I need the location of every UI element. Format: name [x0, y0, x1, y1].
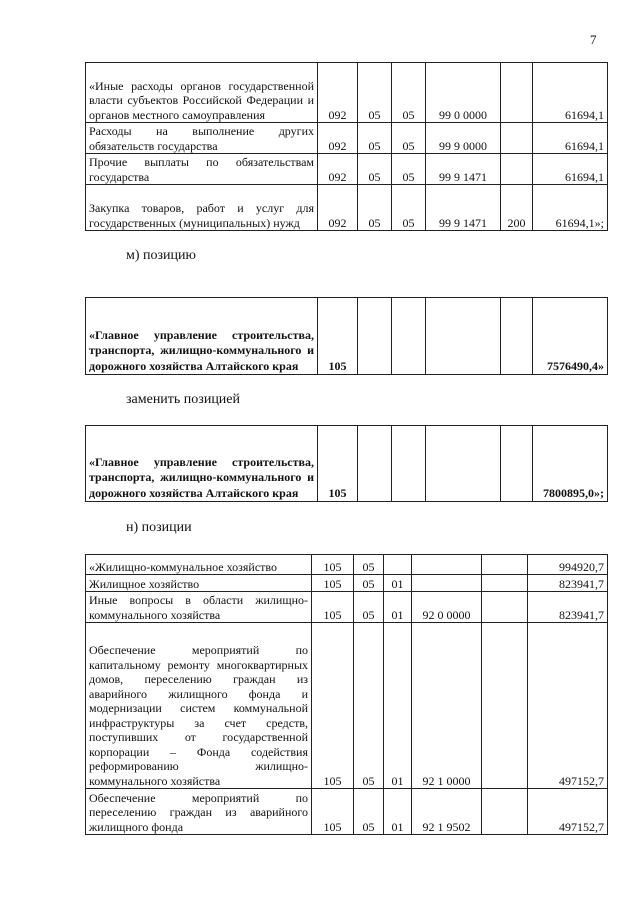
amount: 497152,7 — [528, 623, 608, 789]
row-name: Закупка товаров, работ и услуг для государственных (муниципальных) нужд — [86, 185, 318, 231]
amount: 61694,1 — [533, 123, 608, 154]
table-row — [86, 123, 608, 154]
section-code: 05 — [354, 555, 384, 575]
section-code: 05 — [358, 185, 392, 231]
amount: 823941,7 — [528, 592, 608, 623]
subsection-code — [384, 555, 412, 575]
ministry-code: 105 — [318, 426, 358, 502]
expense-type-code — [501, 154, 533, 185]
article-code — [412, 575, 482, 592]
amount: 61694,1 — [533, 154, 608, 185]
section-code: 05 — [354, 592, 384, 623]
article-code: 99 0 0000 — [426, 63, 501, 123]
amount: 994920,7 — [528, 555, 608, 575]
section-code: 05 — [354, 789, 384, 835]
caption-replace: заменить позицией — [126, 392, 241, 407]
subsection-code: 01 — [384, 592, 412, 623]
section-code: 05 — [354, 575, 384, 592]
expense-type-code — [482, 592, 528, 623]
section-code: 05 — [358, 123, 392, 154]
table-row — [86, 592, 608, 623]
subsection-code: 01 — [384, 623, 412, 789]
budget-table-3 — [85, 425, 608, 502]
ministry-code: 092 — [318, 185, 358, 231]
row-name: Жилищное хозяйство — [86, 575, 312, 592]
article-code: 99 9 0000 — [426, 123, 501, 154]
subsection-code: 05 — [392, 154, 426, 185]
row-name: Расходы на выполнение других обязательств государства — [86, 123, 318, 154]
article-code — [412, 555, 482, 575]
subsection-code: 05 — [392, 185, 426, 231]
article-code: 92 0 0000 — [412, 592, 482, 623]
section-code: 05 — [354, 623, 384, 789]
subsection-code — [392, 298, 426, 375]
row-name: Иные вопросы в области жилищно-коммунального хозяйства — [86, 592, 312, 623]
table-row — [86, 623, 608, 789]
section-code — [358, 298, 392, 375]
ministry-code: 105 — [318, 298, 358, 375]
amount: 7576490,4» — [533, 298, 608, 375]
row-name: «Главное управление строительства, транспорта, жилищно-коммунального и дорожного хозяйства Алтайского края — [86, 426, 318, 502]
ministry-code: 105 — [312, 555, 354, 575]
article-code: 92 1 0000 — [412, 623, 482, 789]
amount: 823941,7 — [528, 575, 608, 592]
ministry-code: 105 — [312, 575, 354, 592]
row-name: «Иные расходы органов государственной власти субъектов Российской Федерации и органов местного самоуправления — [86, 63, 318, 123]
ministry-code: 105 — [312, 789, 354, 835]
table-row — [86, 185, 608, 231]
row-name: Прочие выплаты по обязательствам государства — [86, 154, 318, 185]
subsection-code: 01 — [384, 575, 412, 592]
amount: 7800895,0»; — [533, 426, 608, 502]
subsection-code — [392, 426, 426, 502]
page-number: 7 — [590, 32, 597, 47]
article-code: 99 9 1471 — [426, 185, 501, 231]
caption-m: м) позицию — [126, 248, 196, 263]
ministry-code: 092 — [318, 154, 358, 185]
section-code: 05 — [358, 63, 392, 123]
expense-type-code: 200 — [501, 185, 533, 231]
budget-table-4 — [85, 554, 608, 835]
row-name: Обеспечение мероприятий по переселению граждан из аварийного жилищного фонда — [86, 789, 312, 835]
budget-table-2 — [85, 297, 608, 375]
amount: 61694,1 — [533, 63, 608, 123]
table-row — [86, 555, 608, 575]
table-row — [86, 298, 608, 375]
expense-type-code — [482, 555, 528, 575]
article-code: 92 1 9502 — [412, 789, 482, 835]
expense-type-code — [501, 426, 533, 502]
subsection-code: 05 — [392, 123, 426, 154]
article-code — [426, 426, 501, 502]
table-row — [86, 154, 608, 185]
ministry-code: 105 — [312, 592, 354, 623]
table-row — [86, 426, 608, 502]
expense-type-code — [482, 623, 528, 789]
amount: 497152,7 — [528, 789, 608, 835]
subsection-code: 05 — [392, 63, 426, 123]
ministry-code: 092 — [318, 123, 358, 154]
section-code — [358, 426, 392, 502]
article-code: 99 9 1471 — [426, 154, 501, 185]
expense-type-code — [482, 575, 528, 592]
article-code — [426, 298, 501, 375]
budget-table-1 — [85, 62, 608, 231]
section-code: 05 — [358, 154, 392, 185]
expense-type-code — [501, 123, 533, 154]
expense-type-code — [501, 298, 533, 375]
ministry-code: 092 — [318, 63, 358, 123]
row-name: «Жилищно-коммунальное хозяйство — [86, 555, 312, 575]
expense-type-code — [482, 789, 528, 835]
table-row — [86, 789, 608, 835]
expense-type-code — [501, 63, 533, 123]
subsection-code: 01 — [384, 789, 412, 835]
caption-n: н) позиции — [126, 520, 192, 535]
table-row — [86, 63, 608, 123]
ministry-code: 105 — [312, 623, 354, 789]
row-name: Обеспечение мероприятий по капитальному ремонту многоквартирных домов, переселению граждан из аварийного жилищного фонда и модернизации систем коммунальной инфраструктуры за счет средств, поступивших от государственной корпорации – Фонда содействия реформированию жилищно-коммунального хозяйства — [86, 623, 312, 789]
amount: 61694,1»; — [533, 185, 608, 231]
row-name: «Главное управление строительства, транспорта, жилищно-коммунального и дорожного хозяйства Алтайского края — [86, 298, 318, 375]
table-row — [86, 575, 608, 592]
